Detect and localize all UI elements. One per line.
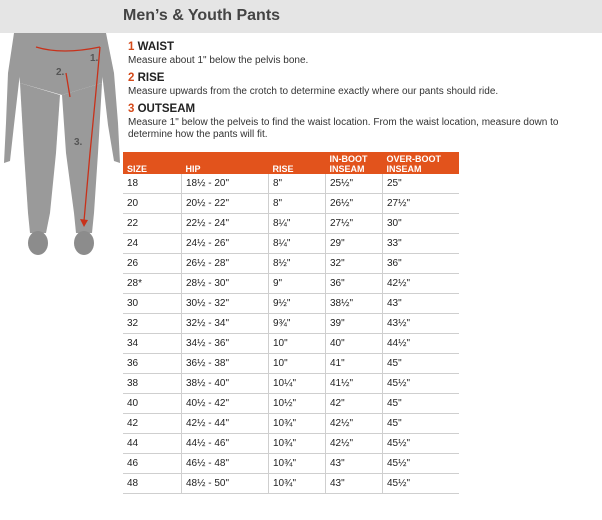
cell-in-boot-inseam: 40" (326, 334, 383, 354)
cell-hip: 36½ - 38" (182, 354, 269, 374)
cell-rise: 10¾" (269, 454, 326, 474)
cell-hip: 42½ - 44" (182, 414, 269, 434)
cell-over-boot-inseam: 45" (383, 354, 460, 374)
cell-size: 26 (123, 254, 182, 274)
cell-hip: 26½ - 28" (182, 254, 269, 274)
cell-size: 20 (123, 194, 182, 214)
cell-rise: 10" (269, 334, 326, 354)
column-header-rise: RISE (269, 152, 326, 174)
step-heading: OUTSEAM (137, 103, 196, 115)
cell-over-boot-inseam: 45½" (383, 474, 460, 494)
cell-in-boot-inseam: 39" (326, 314, 383, 334)
table-row (123, 434, 459, 454)
cell-hip: 48½ - 50" (182, 474, 269, 494)
table-row (123, 394, 459, 414)
cell-size: 40 (123, 394, 182, 414)
table-row (123, 474, 459, 494)
cell-rise: 8¼" (269, 234, 326, 254)
cell-in-boot-inseam: 43" (326, 454, 383, 474)
cell-size: 46 (123, 454, 182, 474)
cell-over-boot-inseam: 25" (383, 174, 460, 194)
body-measurement-figure (0, 33, 122, 261)
cell-size: 34 (123, 334, 182, 354)
step-text: Measure 1" below the pelveis to find the waist location. From the waist location, measure down to determine how the pants will fit. (128, 117, 559, 140)
table-row (123, 374, 459, 394)
measurement-instructions (128, 40, 598, 145)
cell-over-boot-inseam: 44½" (383, 334, 460, 354)
cell-size: 22 (123, 214, 182, 234)
cell-size: 28* (123, 274, 182, 294)
column-header-in-boot-inseam: IN-BOOT INSEAM (326, 152, 383, 174)
table-row (123, 174, 459, 194)
step-heading: RISE (137, 72, 165, 84)
cell-hip: 24½ - 26" (182, 234, 269, 254)
figure-label-2: 2. (56, 67, 65, 78)
cell-in-boot-inseam: 32" (326, 254, 383, 274)
cell-size: 24 (123, 234, 182, 254)
cell-in-boot-inseam: 29" (326, 234, 383, 254)
cell-hip: 22½ - 24" (182, 214, 269, 234)
table-header-row (123, 152, 459, 174)
table-row (123, 454, 459, 474)
cell-rise: 10¼" (269, 374, 326, 394)
cell-in-boot-inseam: 41½" (326, 374, 383, 394)
cell-rise: 9½" (269, 294, 326, 314)
cell-in-boot-inseam: 43" (326, 474, 383, 494)
cell-over-boot-inseam: 43½" (383, 314, 460, 334)
cell-in-boot-inseam: 42" (326, 394, 383, 414)
cell-hip: 38½ - 40" (182, 374, 269, 394)
cell-in-boot-inseam: 25½" (326, 174, 383, 194)
table-row (123, 234, 459, 254)
cell-rise: 10¾" (269, 414, 326, 434)
cell-over-boot-inseam: 42½" (383, 274, 460, 294)
table-body (123, 174, 459, 494)
step-number: 2 (128, 72, 135, 84)
table-row (123, 414, 459, 434)
cell-rise: 10¾" (269, 474, 326, 494)
cell-rise: 8½" (269, 254, 326, 274)
cell-hip: 20½ - 22" (182, 194, 269, 214)
cell-over-boot-inseam: 36" (383, 254, 460, 274)
cell-rise: 8¼" (269, 214, 326, 234)
cell-hip: 46½ - 48" (182, 454, 269, 474)
cell-size: 32 (123, 314, 182, 334)
cell-rise: 9¾" (269, 314, 326, 334)
cell-size: 42 (123, 414, 182, 434)
cell-rise: 10½" (269, 394, 326, 414)
step-number: 1 (128, 41, 135, 53)
cell-in-boot-inseam: 26½" (326, 194, 383, 214)
cell-over-boot-inseam: 43" (383, 294, 460, 314)
table-row (123, 354, 459, 374)
step-text: Measure about 1" below the pelvis bone. (128, 55, 309, 66)
cell-in-boot-inseam: 38½" (326, 294, 383, 314)
cell-hip: 18½ - 20" (182, 174, 269, 194)
cell-rise: 9" (269, 274, 326, 294)
cell-hip: 28½ - 30" (182, 274, 269, 294)
column-header-size: SIZE (123, 152, 182, 174)
cell-rise: 8" (269, 174, 326, 194)
cell-size: 30 (123, 294, 182, 314)
figure-label-3: 3. (74, 137, 83, 148)
step-text: Measure upwards from the crotch to determine exactly where our pants should ride. (128, 86, 499, 97)
cell-over-boot-inseam: 33" (383, 234, 460, 254)
table-row (123, 314, 459, 334)
cell-over-boot-inseam: 45½" (383, 454, 460, 474)
column-header-over-boot-inseam: OVER-BOOT INSEAM (383, 152, 460, 174)
cell-size: 44 (123, 434, 182, 454)
cell-over-boot-inseam: 45" (383, 394, 460, 414)
table-row (123, 194, 459, 214)
cell-hip: 40½ - 42" (182, 394, 269, 414)
cell-size: 48 (123, 474, 182, 494)
cell-over-boot-inseam: 45½" (383, 434, 460, 454)
cell-size: 36 (123, 354, 182, 374)
step-rise (128, 71, 598, 98)
cell-over-boot-inseam: 30" (383, 214, 460, 234)
step-waist (128, 40, 598, 67)
table-row (123, 274, 459, 294)
cell-over-boot-inseam: 27½" (383, 194, 460, 214)
table-row (123, 334, 459, 354)
cell-size: 18 (123, 174, 182, 194)
cell-hip: 44½ - 46" (182, 434, 269, 454)
cell-in-boot-inseam: 36" (326, 274, 383, 294)
size-chart-table (123, 152, 459, 494)
cell-rise: 10¾" (269, 434, 326, 454)
cell-over-boot-inseam: 45½" (383, 374, 460, 394)
page-header (0, 0, 602, 33)
cell-hip: 30½ - 32" (182, 294, 269, 314)
table-row (123, 294, 459, 314)
figure-label-1: 1. (90, 53, 99, 64)
cell-over-boot-inseam: 45" (383, 414, 460, 434)
cell-rise: 10" (269, 354, 326, 374)
table-row (123, 214, 459, 234)
step-heading: WAIST (137, 41, 175, 53)
cell-hip: 32½ - 34" (182, 314, 269, 334)
cell-in-boot-inseam: 42½" (326, 434, 383, 454)
cell-size: 38 (123, 374, 182, 394)
column-header-hip: HIP (182, 152, 269, 174)
page-title: Men’s & Youth Pants (123, 7, 281, 24)
step-outseam (128, 102, 598, 141)
step-number: 3 (128, 103, 135, 115)
cell-in-boot-inseam: 27½" (326, 214, 383, 234)
cell-in-boot-inseam: 42½" (326, 414, 383, 434)
cell-rise: 8" (269, 194, 326, 214)
table-row (123, 254, 459, 274)
cell-hip: 34½ - 36" (182, 334, 269, 354)
cell-in-boot-inseam: 41" (326, 354, 383, 374)
